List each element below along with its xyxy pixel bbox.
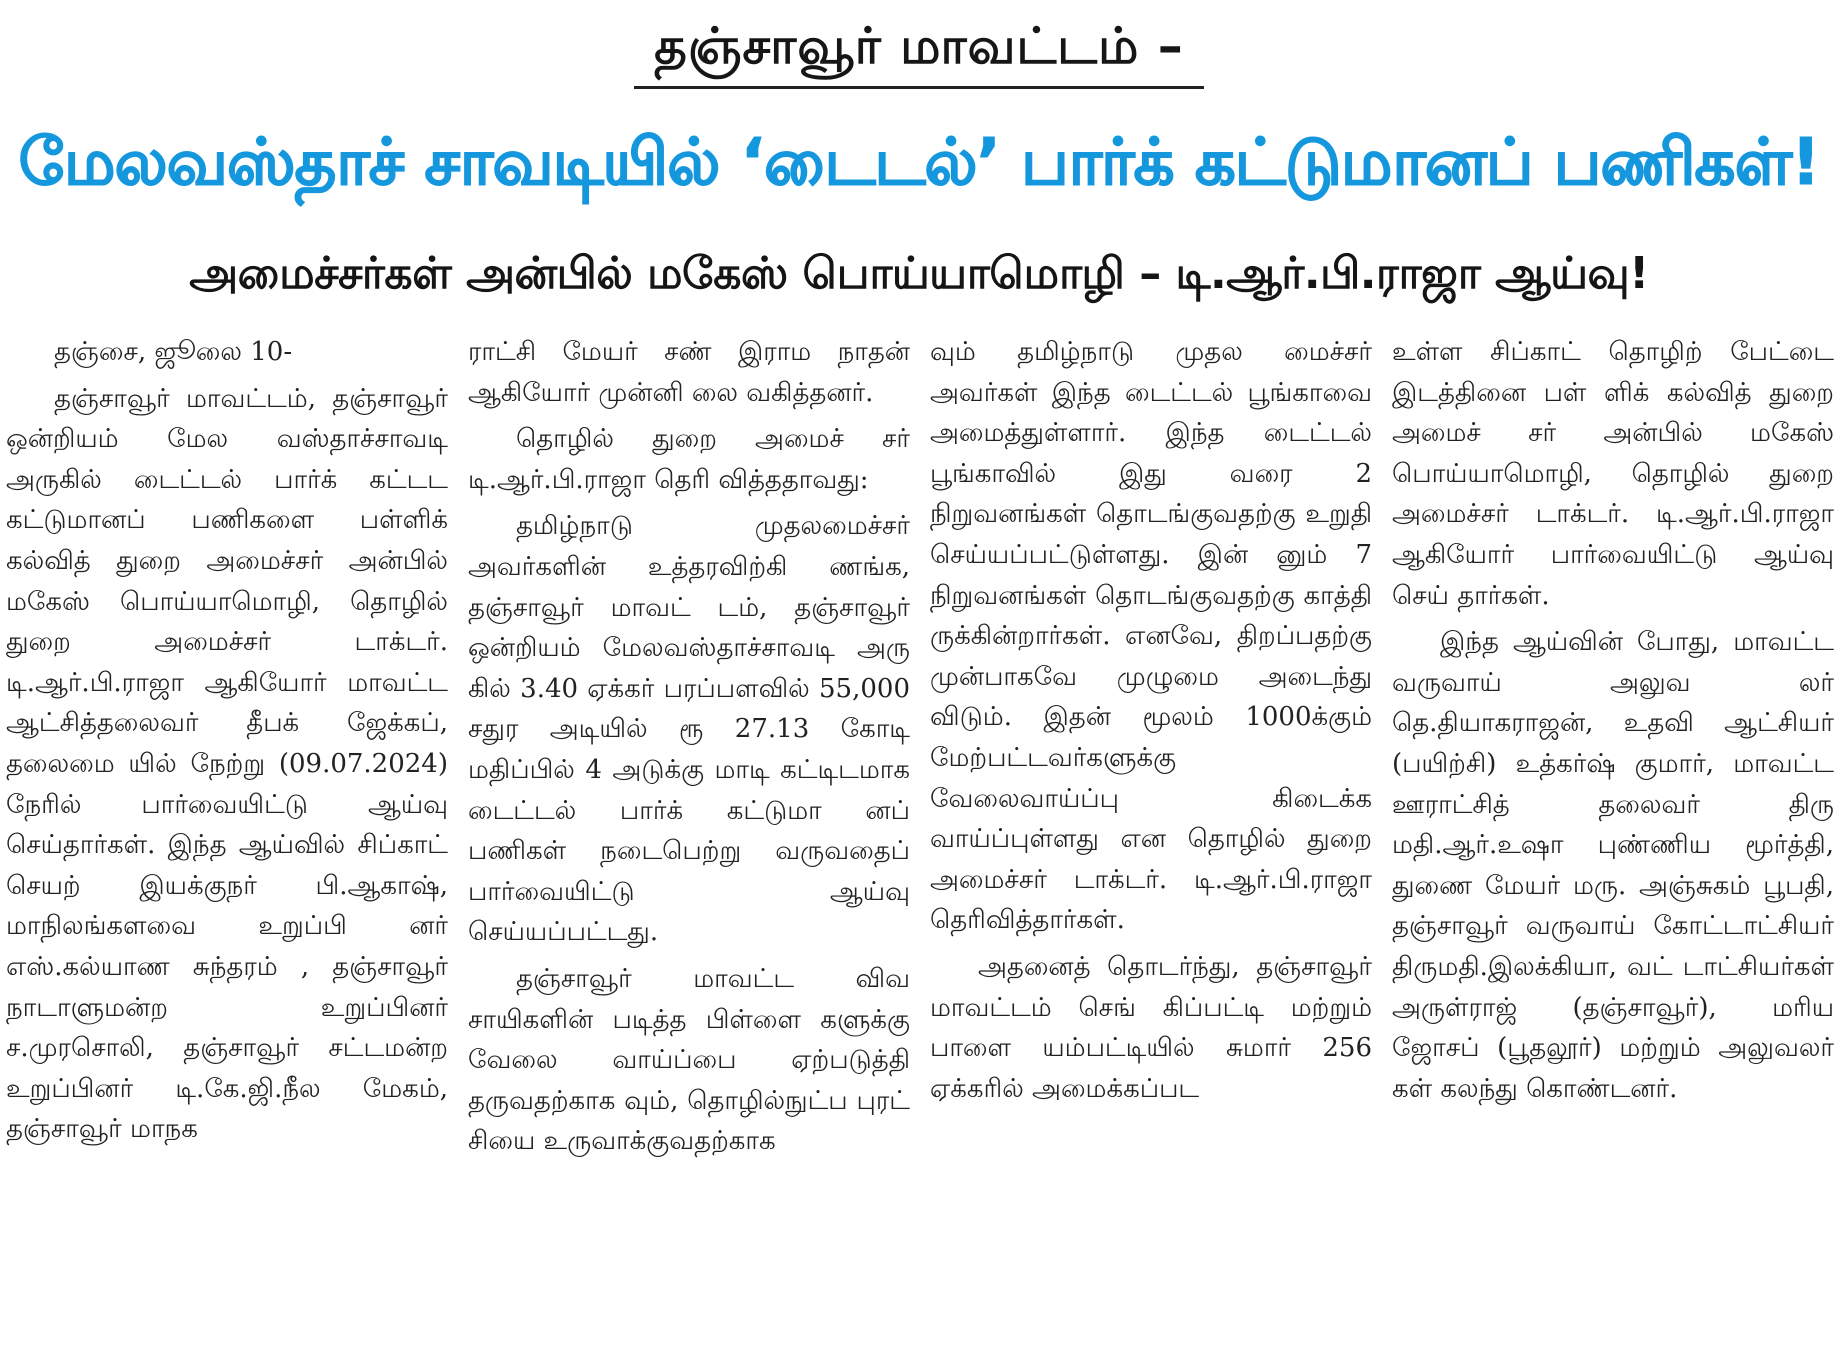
column-2 [468, 332, 910, 1354]
column-3 [930, 332, 1372, 1354]
dateline: தஞ்சை, ஜூலை 10- [54, 337, 293, 367]
article-body [6, 332, 1832, 1354]
paragraph-continued: ராட்சி மேயர் சண் இராம நாதன் ஆகியோர் முன்னி லை வகித்தனர். [468, 337, 910, 408]
paragraph: இந்த ஆய்வின் போது, மாவட்ட வருவாய் அலுவ லர் தெ.தியாகராஜன், உதவி ஆட்சியர் (பயிற்சி) உத்கர்ஷ் குமார், மாவட்ட ஊராட்சித் தலைவர் திரு மதி.ஆர்.உஷா புண்ணிய மூர்த்தி, துணை மேயர் மரு. அஞ்சுகம் பூபதி, தஞ்சாவூர் வருவாய் கோட்டாட்சியர் திருமதி.இலக்கியா, வட் டாட்சியர்கள் அருள்ராஜ் (தஞ்சாவூர்), மரிய ஜோசப் (பூதலூர்) மற்றும் அலுவலர் கள் கலந்து கொண்டனர். [1392, 627, 1834, 1104]
paragraph: தஞ்சாவூர் மாவட்ட விவ சாயிகளின் படித்த பிள்ளை களுக்கு வேலை வாய்ப்பை ஏற்படுத்தி தருவதற்காக வும், தொழில்நுட்ப புரட் சியை உருவாக்குவதற்காக [468, 963, 910, 1157]
paragraph-continued: உள்ள சிப்காட் தொழிற் பேட்டை இடத்தினை பள் ளிக் கல்வித் துறை அமைச் சர் அன்பில் மகேஸ் பொய்யாமொழி, தொழில் துறை அமைச்சர் டாக்டர். டி.ஆர்.பி.ராஜா ஆகியோர் பார்வையிட்டு ஆய்வு செய் தார்கள். [1392, 337, 1834, 611]
main-headline: மேலவஸ்தாச் சாவடியில் ‘டைடல்’ பார்க் கட்டுமானப் பணிகள்! [18, 126, 1820, 200]
kicker-wrap [0, 8, 1838, 89]
column-1 [6, 332, 448, 1354]
column-4 [1392, 332, 1834, 1354]
paragraph: தொழில் துறை அமைச் சர் டி.ஆர்.பி.ராஜா தெரி வித்ததாவது: [468, 424, 910, 495]
paragraph: அதனைத் தொடர்ந்து, தஞ்சாவூர் மாவட்டம் செங் கிப்பட்டி மற்றும் பாளை யம்பட்டியில் சுமார் 256 ஏக்கரில் அமைக்கப்பட [930, 951, 1372, 1104]
paragraph: தஞ்சாவூர் மாவட்டம், தஞ்சாவூர் ஒன்றியம் மேல வஸ்தாச்சாவடி அருகில் டைட்டல் பார்க் கட்டட கட்டுமானப் பணிகளை பள்ளிக் கல்வித் துறை அமைச்சர் அன்பில் மகேஸ் பொய்யாமொழி, தொழில் துறை அமைச்சர் டாக்டர். டி.ஆர்.பி.ராஜா ஆகியோர் மாவட்ட ஆட்சித்தலைவர் தீபக் ஜேக்கப், தலைமை யில் நேற்று (09.07.2024) நேரில் பார்வையிட்டு ஆய்வு செய்தார்கள். இந்த ஆய்வில் சிப்காட் செயற் இயக்குநர் பி.ஆகாஷ், மாநிலங்களவை உறுப்பி னர் எஸ்.கல்யாண சுந்தரம் , தஞ்சாவூர் நாடாளுமன்ற உறுப்பினர் ச.முரசொலி, தஞ்சாவூர் சட்டமன்ற உறுப்பினர் டி.கே.ஜி.நீல மேகம், தஞ்சாவூர் மாநக [6, 383, 448, 1145]
sub-headline: அமைச்சர்கள் அன்பில் மகேஸ் பொய்யாமொழி – டி.ஆர்.பி.ராஜா ஆய்வு! [189, 248, 1649, 299]
paragraph-continued: வும் தமிழ்நாடு முதல மைச்சர் அவர்கள் இந்த டைட்டல் பூங்காவை அமைத்துள்ளார். இந்த டைட்டல் பூங்காவில் இது வரை 2 நிறுவனங்கள் தொடங்குவதற்கு உறுதி செய்யப்பட்டுள்ளது. இன் னும் 7 நிறுவனங்கள் தொடங்குவதற்கு காத்தி ருக்கின்றார்கள். எனவே, திறப்பதற்கு முன்பாகவே முழுமை அடைந்து விடும். இதன் மூலம் 1000க்கும் மேற்பட்டவர்களுக்கு வேலைவாய்ப்பு கிடைக்க வாய்ப்புள்ளது என தொழில் துறை அமைச்சர் டாக்டர். டி.ஆர்.பி.ராஜா தெரிவித்தார்கள். [930, 337, 1372, 936]
kicker-title: தஞ்சாவூர் மாவட்டம் – [634, 8, 1203, 89]
paragraph: தமிழ்நாடு முதலமைச்சர் அவர்களின் உத்தரவிற்கி ணங்க, தஞ்சாவூர் மாவட் டம், தஞ்சாவூர் ஒன்றியம் மேலவஸ்தாச்சாவடி அரு கில் 3.40 ஏக்கர் பரப்பளவில் 55,000 சதுர அடியில் ரூ 27.13 கோடி மதிப்பில் 4 அடுக்கு மாடி கட்டிடமாக டைட்டல் பார்க் கட்டுமா னப் பணிகள் நடைபெற்று வருவதைப் பார்வையிட்டு ஆய்வு செய்யப்பட்டது. [468, 511, 910, 948]
